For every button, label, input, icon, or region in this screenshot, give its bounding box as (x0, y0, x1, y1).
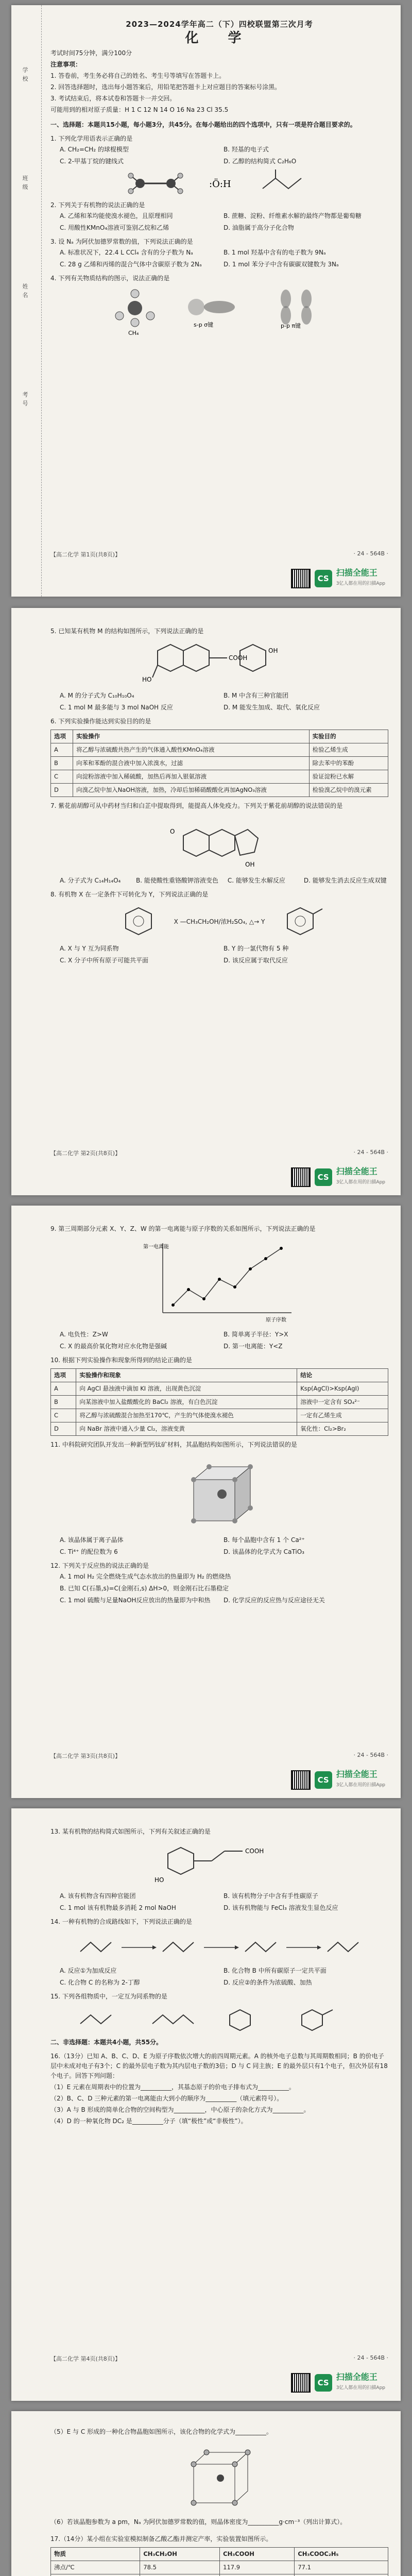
exam-page-4 (11, 1808, 401, 2401)
scan-app-name: 扫描全能王 (336, 568, 377, 578)
option: C. 1 mol 硫酸与足量NaOH反应放出的热量即为中和热 (60, 1597, 211, 1604)
option: A. 分子式为 C₁₄H₁₄O₄ (60, 877, 121, 884)
option: A. 电负性：Z>W (60, 1331, 108, 1338)
question-stem: 14. 一种有机物的合成路线如下，下列说法正确的是 (50, 1918, 192, 1925)
question-options (60, 691, 388, 713)
table-cell: 向 NaBr 溶液中通入少量 Cl₂，溶液变黄 (76, 1422, 297, 1436)
camscanner-logo-icon: CS (315, 1168, 332, 1186)
question-stem: 4. 下列有关物质结构的图示，说法正确的是 (50, 275, 170, 282)
zihuaqianhuchun-structure (168, 815, 271, 872)
scan-badge-text (336, 1167, 385, 1187)
q9-chart (50, 1238, 388, 1326)
table-cell: Ksp(AgCl)>Ksp(AgI) (297, 1382, 388, 1396)
option: C. 28 g 乙烯和丙烯的混合气体中含碳原子数为 2Nₐ (60, 261, 202, 268)
page-footer (50, 1149, 388, 1157)
data-point (233, 1285, 236, 1289)
sub-question: （4）D 的一种氧化物 DC₂ 是__________分子（填“极性”或“非极性”）。 (50, 2117, 247, 2125)
table-row (51, 757, 388, 770)
question-stem: 1. 下列化学用语表示正确的是 (50, 135, 133, 142)
page-footer (50, 1752, 388, 1760)
option: C. 1 mol M 最多能与 3 mol NaOH 反应 (60, 704, 173, 711)
option: B. Y 的一氯代物有 5 种 (224, 945, 289, 952)
methane-model (107, 287, 163, 336)
q17-table (50, 2547, 388, 2576)
scan-badge-text (336, 2372, 385, 2393)
footer-code: · 24 - 564B · (353, 1149, 388, 1156)
scan-app-slogan: 3亿人都在用的扫描App (336, 2385, 385, 2391)
exam-page-1 (11, 5, 401, 597)
data-point (264, 1257, 267, 1260)
q11-figure (50, 1454, 388, 1531)
question-stem: 16.（13分）已知 A、B、C、D、E 为原子序数依次增大的前四周期元素。A 的核外电子总数与其周期数相同；B 的价电子层中未成对电子有3个；C 的最外层电子数为其内层电子数的3倍；D 与 C 同主族；E 的最外层只有1个电子，但次外层有18个电子。回答下列问题： (50, 2053, 388, 2079)
table-header: 选项 (51, 730, 73, 743)
page-footer (50, 550, 388, 558)
molecule-x (115, 904, 162, 940)
q4-figure (50, 287, 388, 336)
option: D. 1 mol 苯分子中含有碳碳双键数为 3Nₐ (224, 261, 339, 268)
svg-text:OH: OH (245, 861, 255, 868)
question-options (60, 1891, 388, 1913)
q15-structures (50, 2006, 388, 2031)
question-options (60, 1966, 388, 1988)
svg-text:COOH: COOH (229, 654, 248, 662)
table-cell: 氧化性：Cl₂>Br₂ (297, 1422, 388, 1436)
scan-badge-text (336, 568, 385, 588)
question-stem: 10. 根据下列实验操作和现象所得到的结论正确的是 (50, 1357, 192, 1364)
option: B. M 中含有三种官能团 (224, 692, 289, 699)
table-row (51, 770, 388, 784)
notice-title: 注意事项： (50, 61, 82, 68)
scan-app-slogan: 3亿人都在用的扫描App (336, 1180, 385, 1185)
table-header: CH₃COOH (220, 2548, 295, 2561)
binding-label: 姓名 (22, 283, 28, 301)
option: A. M 的分子式为 C₁₀H₁₀O₄ (60, 692, 134, 699)
table-cell: 检验溴乙烷中的溴元素 (309, 784, 388, 797)
page-footer (50, 2354, 388, 2363)
section-heading: 一、选择题：本题共15小题，每小题3分，共45分。在每小题给出的四个选项中，只有一项是符合题目要求的。 (50, 121, 356, 128)
option: C. 1 mol 该有机物最多消耗 2 mol NaOH (60, 1904, 176, 1911)
table-cell: 检验乙烯生成 (309, 743, 388, 757)
ionization-energy-chart (142, 1238, 297, 1326)
q5-structure (50, 640, 388, 687)
hydroxyl-electron-formula (199, 171, 245, 196)
question-stem: 8. 有机物 X 在一定条件下可转化为 Y，下列说法正确的是 (50, 891, 209, 898)
table-cell: 向 AgCl 悬浊液中滴加 KI 溶液，出现黄色沉淀 (76, 1382, 297, 1396)
axis-label: 原子序数 (266, 1317, 286, 1323)
data-point (249, 1267, 252, 1270)
q15-options-structures (75, 2006, 364, 2031)
question-stem: 12. 下列关于反应热的说法正确的是 (50, 1562, 149, 1569)
qr-code-icon (291, 2373, 311, 2393)
camscanner-logo-icon: CS (315, 2374, 332, 2392)
figure-caption: s-p σ键 (194, 321, 214, 328)
scan-app-name: 扫描全能王 (336, 1769, 377, 1779)
table-cell: 77.1 (295, 2561, 388, 2574)
table-cell: 向淀粉溶液中加入稀硫酸，加热后再加入银氨溶液 (73, 770, 310, 784)
cuo-unit-cell (178, 2441, 261, 2513)
reaction-arrow: X —CH₃CH₂OH/浓H₂SO₄, △→ Y (174, 918, 265, 925)
option: C. X 的最高价氧化物对应水化物是强碱 (60, 1343, 167, 1350)
table-cell: 验证淀粉已水解 (309, 770, 388, 784)
question-stem: 3. 设 Nₐ 为阿伏加德罗常数的值，下列说法正确的是 (50, 238, 193, 245)
sub-question: （1）E 元素在周期表中的位置为__________，其基态原子的价电子排布式为__________。 (50, 2083, 296, 2091)
s-p-sigma-bond (176, 287, 248, 329)
table-cell: 将乙醇与浓硫酸混合加热至170℃，产生的气体使溴水褪色 (76, 1409, 297, 1422)
footer-page-label: 【高二化学 第4页(共8页)】 (50, 2355, 121, 2362)
sub-question: （2）B、C、D 三种元素的第一电离能由大到小的顺序为__________（填元素符号）。 (50, 2095, 283, 2102)
footer-code: · 24 - 564B · (353, 2354, 388, 2361)
option: A. CH₂=CH₂ 的球棍模型 (60, 146, 129, 153)
notice-item: 2. 回答选择题时，选出每小题答案后，用铅笔把答题卡上对应题目的答案标号涂黑。 (50, 83, 281, 91)
option: B. 蔗糖、淀粉、纤维素水解的最终产物都是葡萄糖 (224, 212, 362, 219)
table-row (51, 784, 388, 797)
footer-page-label: 【高二化学 第1页(共8页)】 (50, 551, 121, 558)
sub-question: （3）A 与 B 形成的简单化合物的空间构型为__________，中心原子的杂化方式为__________。 (50, 2106, 310, 2113)
question-options (60, 1330, 388, 1351)
option: C. 化合物 C 的名称为 2-丁醇 (60, 1979, 140, 1986)
table-header: 实验操作和现象 (76, 1369, 297, 1382)
synthesis-route (75, 1931, 364, 1962)
binding-label: 班级 (22, 175, 28, 193)
molecule-y (277, 904, 323, 940)
option: C. 2-甲基丁烷的键线式 (60, 158, 124, 165)
table-cell (51, 2574, 140, 2576)
atomic-masses: 可能用到的相对原子质量：H 1 C 12 N 14 O 16 Na 23 Cl 35.5 (50, 106, 229, 113)
svg-text:COOH: COOH (245, 1848, 264, 1855)
table-cell: 向溴乙烷中加入NaOH溶液，加热，冷却后加稀硝酸酸化再加AgNO₃溶液 (73, 784, 310, 797)
scan-badge (291, 568, 385, 588)
exam-note: 考试时间75分钟，满分100分 (50, 49, 132, 57)
binding-label: 学校 (22, 67, 28, 84)
q1-figure (50, 171, 388, 196)
table-row (51, 1422, 388, 1436)
svg-text::Ö:H: :Ö:H (209, 179, 231, 190)
qr-code-icon (291, 569, 311, 588)
footer-code: · 24 - 564B · (353, 550, 388, 557)
figure-caption: CH₄ (128, 330, 139, 336)
table-header: CH₃COOC₂H₅ (295, 2548, 388, 2561)
question-stem: 11. 中科院研究团队开发出一种新型钙钛矿材料，其晶胞结构如图所示，下列说法错误的是 (50, 1441, 297, 1448)
exam-title: 2023—2024学年高二（下）四校联盟第三次月考 (126, 20, 313, 29)
table-row (51, 1382, 388, 1396)
notice-item: 1. 答卷前，考生务必将自己的姓名、考生号等填写在答题卡上。 (50, 72, 226, 79)
scan-app-slogan: 3亿人都在用的扫描App (336, 1783, 385, 1788)
center-atom (217, 1489, 227, 1499)
ball-stick-model (125, 171, 186, 196)
table-cell: C (51, 770, 73, 784)
q10-table (50, 1368, 388, 1436)
table-header: CH₃CH₂OH (140, 2548, 220, 2561)
exam-page-5 (11, 2411, 401, 2576)
option: D. 乙醇的结构简式 C₂H₆O (224, 158, 297, 165)
table-cell (295, 2574, 388, 2576)
option: D. 该反应属于取代反应 (224, 957, 288, 964)
option: B. 已知 C(石墨,s)=C(金刚石,s) ΔH>0，则金刚石比石墨稳定 (60, 1585, 229, 1592)
perovskite-unit-cell (173, 1454, 266, 1531)
footer-code: · 24 - 564B · (353, 1752, 388, 1758)
option: D. M 能发生加成、取代、氧化反应 (224, 704, 320, 711)
table-cell: 一定有乙烯生成 (297, 1409, 388, 1422)
question-stem: 7. 紫花前胡醇可从中药材当归和白芷中提取得到，能提高人体免疫力。下列关于紫花前胡醇的说法错误的是 (50, 802, 343, 809)
question-stem: 15. 下列各组物质中，一定互为同系物的是 (50, 1993, 167, 2000)
option: A. X 与 Y 互为同系物 (60, 945, 119, 952)
table-cell (220, 2574, 295, 2576)
table-cell: A (51, 1382, 76, 1396)
svg-text:HO: HO (142, 676, 152, 683)
data-point (171, 1303, 175, 1307)
skeletal-formula (258, 171, 314, 196)
molecule-m-structure (137, 640, 302, 687)
axis-label: 第一电离能 (143, 1244, 169, 1250)
q8-reaction (50, 904, 388, 940)
table-cell: 除去苯中的苯酚 (309, 757, 388, 770)
exam-page-3 (11, 1206, 401, 1798)
footer-page-label: 【高二化学 第2页(共8页)】 (50, 1150, 121, 1157)
option: B. 1 mol 羟基中含有的电子数为 9Nₐ (224, 249, 326, 256)
q7-structure (50, 815, 388, 872)
question-options (60, 876, 388, 886)
notice-item: 3. 考试结束后，将本试卷和答题卡一并交回。 (50, 95, 176, 102)
svg-text:O: O (170, 828, 175, 835)
question-options (60, 1572, 388, 1605)
footer-page-label: 【高二化学 第3页(共8页)】 (50, 1753, 121, 1759)
table-cell: 沸点/℃ (51, 2561, 140, 2574)
scan-app-name: 扫描全能王 (336, 2372, 377, 2382)
binding-strip (11, 5, 42, 597)
option: A. 该晶体属于离子晶体 (60, 1536, 124, 1544)
option: B. 该有机物分子中含有手性碳原子 (224, 1892, 318, 1900)
question-options (60, 1535, 388, 1557)
table-cell: 溶液中一定含有 SO₄²⁻ (297, 1396, 388, 1409)
table-cell: B (51, 1396, 76, 1409)
table-row (51, 2561, 388, 2574)
q13-structure (50, 1841, 388, 1887)
question-stem: 2. 下列关于有机物的说法正确的是 (50, 201, 145, 209)
data-point (187, 1288, 190, 1291)
table-header: 实验操作 (73, 730, 310, 743)
question-options (60, 211, 388, 233)
option: D. 该晶体的化学式为 CaTiO₃ (224, 1548, 304, 1555)
question-options (60, 944, 388, 965)
question-stem: 6. 下列实验操作能达到实验目的的是 (50, 718, 151, 725)
subject-title: 化 学 (185, 30, 254, 46)
table-cell: C (51, 1409, 76, 1422)
option: C. 用酸性KMnO₄溶液可鉴别乙烷和乙烯 (60, 224, 169, 231)
table-row (51, 743, 388, 757)
table-header: 实验目的 (309, 730, 388, 743)
option: D. 化学反应的反应热与反应途径无关 (224, 1597, 325, 1604)
table-cell: D (51, 784, 73, 797)
qr-code-icon (291, 1167, 311, 1187)
table-cell: 78.5 (140, 2561, 220, 2574)
option: D. 该有机物能与 FeCl₃ 溶液发生显色反应 (224, 1904, 338, 1911)
option: B. 化合物 B 中所有碳原子一定共平面 (224, 1967, 327, 1974)
figure-caption: p-p π键 (281, 323, 301, 329)
option: D. 反应②的条件为浓硫酸、加热 (224, 1979, 312, 1986)
exam-page-2 (11, 608, 401, 1195)
option: B. 能使酸性重铬酸钾溶液变色 (136, 877, 218, 884)
scan-badge (291, 1770, 385, 1790)
data-point (218, 1278, 221, 1281)
camscanner-logo-icon: CS (315, 1771, 332, 1789)
question-options (60, 248, 388, 269)
option: D. 第一电离能：Y<Z (224, 1343, 283, 1350)
p-p-pi-bond (260, 287, 332, 329)
option: A. 反应①为加成反应 (60, 1967, 117, 1974)
table-header: 物质 (51, 2548, 140, 2561)
option: C. Ti⁴⁺ 的配位数为 6 (60, 1548, 118, 1555)
table-cell (140, 2574, 220, 2576)
table-row (51, 1409, 388, 1422)
option: D. 油脂属于高分子化合物 (224, 224, 294, 231)
sub-question: （5）E 与 C 形成的一种化合物晶胞如图所示，该化合物的化学式为__________。 (50, 2428, 273, 2435)
question-stem: 9. 第三周期部分元素 X、Y、Z、W 的第一电离能与原子序数的关系如图所示，下列说法正确的是 (50, 1225, 316, 1232)
option: B. 羟基的电子式 (224, 146, 269, 153)
table-cell: 向某溶液中加入盐酸酸化的 BaCl₂ 溶液，有白色沉淀 (76, 1396, 297, 1409)
table-cell: 向苯和苯酚的混合液中加入浓溴水，过滤 (73, 757, 310, 770)
q14-route (50, 1931, 388, 1962)
option: B. 简单离子半径：Y>X (224, 1331, 288, 1338)
option: A. 1 mol H₂ 完全燃烧生成气态水放出的热量即为 H₂ 的燃烧热 (60, 1573, 231, 1580)
scan-badge (291, 2372, 385, 2393)
question-options (60, 145, 388, 166)
option: C. 能够发生水解反应 (227, 877, 285, 884)
option: A. 乙烯和苯均能使溴水褪色，且原理相同 (60, 212, 173, 219)
data-point (202, 1297, 205, 1300)
table-cell: A (51, 743, 73, 757)
option: A. 该有机物含有四种官能团 (60, 1892, 136, 1900)
section-heading: 二、非选择题：本题共4小题，共55分。 (50, 2039, 163, 2046)
sub-question: （6）若该晶胞参数为 a pm，Nₐ 为阿伏加德罗常数的值，则晶体密度为__________g·cm⁻³（列出计算式）。 (50, 2518, 347, 2526)
camscanner-logo-icon: CS (315, 570, 332, 587)
binding-label: 考号 (22, 392, 28, 409)
question-stem: 13. 某有机物的结构简式如图所示，下列有关叙述正确的是 (50, 1828, 211, 1835)
question-stem: 5. 已知某有机物 M 的结构如图所示，下列说法正确的是 (50, 628, 204, 635)
table-header: 选项 (51, 1369, 76, 1382)
scan-app-slogan: 3亿人都在用的扫描App (336, 581, 385, 586)
table-cell: B (51, 757, 73, 770)
qr-code-icon (291, 1770, 311, 1790)
data-point (280, 1247, 283, 1250)
table-cell: 117.9 (220, 2561, 295, 2574)
table-row (51, 2574, 388, 2576)
trend-line (173, 1248, 281, 1305)
q6-table (50, 730, 388, 797)
scan-badge-text (336, 1770, 385, 1790)
q13-molecule (152, 1841, 286, 1887)
q16-crystal-figure (50, 2441, 388, 2513)
svg-text:HO: HO (154, 1876, 164, 1884)
table-cell: 将乙醇与浓硫酸共热产生的气体通入酸性KMnO₄溶液 (73, 743, 310, 757)
scan-badge (291, 1167, 385, 1187)
option: D. 能够发生消去反应生成双键 (303, 877, 387, 884)
table-header: 结论 (297, 1369, 388, 1382)
question-stem: 17.（14分）某小组在实验室模拟制备乙酸乙酯并测定产率，实验装置如图所示。 (50, 2535, 272, 2543)
option: A. 标准状况下，22.4 L CCl₄ 含有的分子数为 Nₐ (60, 249, 193, 256)
scan-app-name: 扫描全能王 (336, 1166, 377, 1176)
table-cell: D (51, 1422, 76, 1436)
option: C. X 分子中所有原子可能共平面 (60, 957, 149, 964)
table-row (51, 1396, 388, 1409)
option: B. 每个晶胞中含有 1 个 Ca²⁺ (224, 1536, 305, 1544)
svg-text:OH: OH (268, 647, 278, 654)
